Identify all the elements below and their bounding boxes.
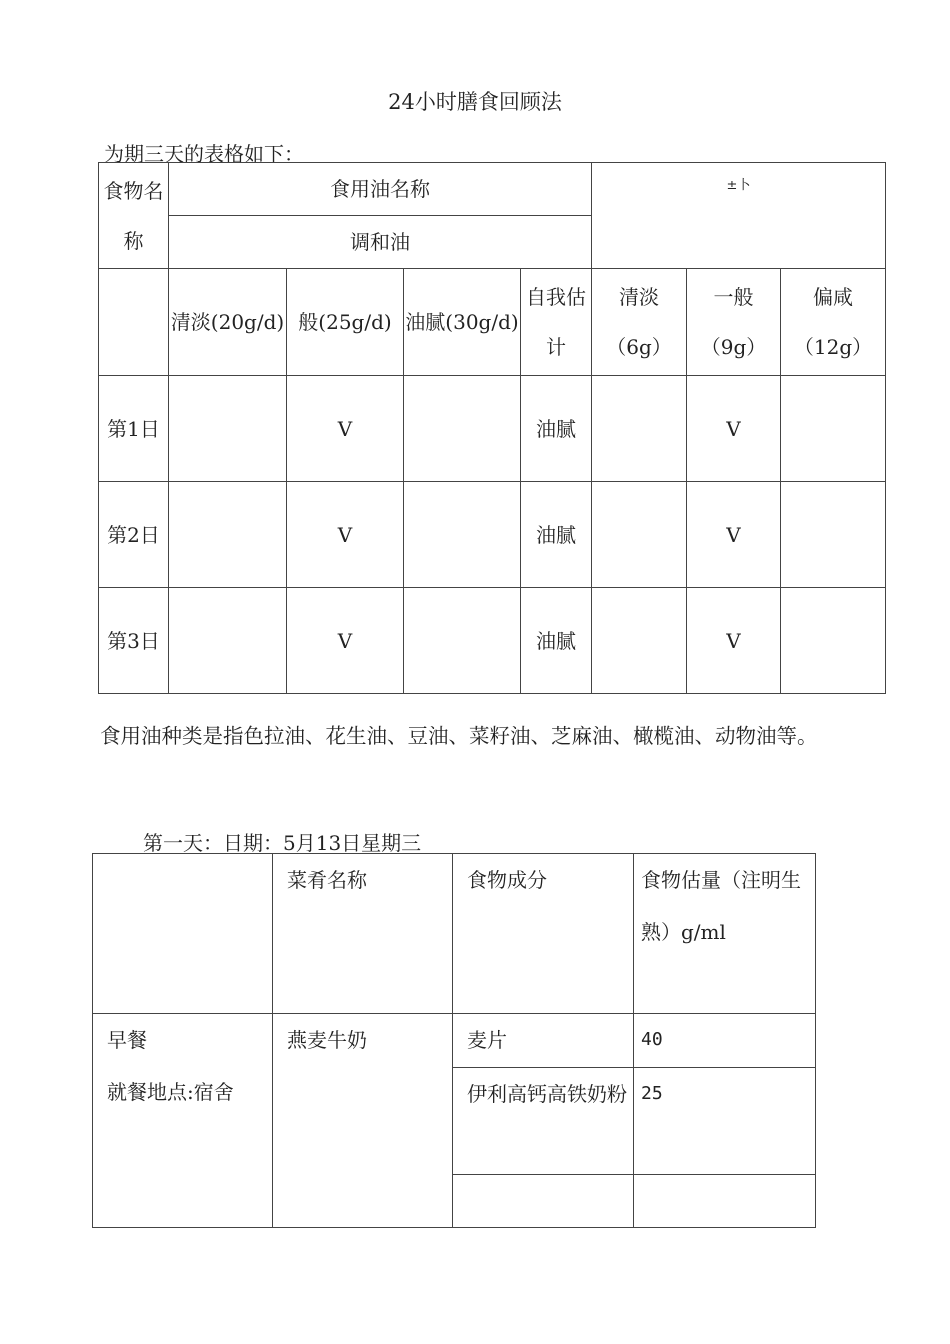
header-empty-cell [93,854,273,1014]
column-header: 食物成分 [453,854,634,1014]
header-empty-cell [99,269,169,376]
table-cell: V [287,482,404,588]
meal-cell [93,1014,273,1228]
food-name-label-cell: 食物名称 [99,163,169,269]
amount-cell [634,1175,816,1228]
amount-cell: 40 [634,1014,816,1068]
table-cell: V [687,482,781,588]
oil-salt-table [98,162,886,694]
day-label: 第3日 [99,588,169,694]
table-cell: 油腻 [521,376,592,482]
salt-label-cell: ±卜 [592,163,886,269]
table-row [99,588,886,694]
table-row [99,376,886,482]
table-cell: V [287,588,404,694]
table-cell [592,376,687,482]
meal-location: 就餐地点:宿舍 [107,1080,234,1104]
day-label: 第2日 [99,482,169,588]
table-cell [781,482,886,588]
table-cell [592,588,687,694]
table-cell [781,376,886,482]
table-cell [404,482,521,588]
ingredient-cell: 伊利高钙高铁奶粉 [453,1068,634,1175]
table-row [99,482,886,588]
meal-name: 早餐 [107,1028,147,1052]
table-cell [169,376,287,482]
column-header: 清淡(20g/d) [169,269,287,376]
table-cell: V [287,376,404,482]
table-cell: V [687,588,781,694]
table-cell [404,376,521,482]
intro-text: 为期三天的表格如下： [104,142,304,166]
oil-name-label-cell: 食用油名称 [169,163,592,216]
day-label: 第1日 [99,376,169,482]
column-header: 一般（9g） [687,269,781,376]
column-header: 清淡（6g） [592,269,687,376]
table-cell: V [687,376,781,482]
ingredient-cell: 麦片 [453,1014,634,1068]
dish-cell: 燕麦牛奶 [273,1014,453,1228]
table-cell [169,588,287,694]
oil-name-value-cell: 调和油 [169,216,592,269]
day-one-meal-table [92,853,816,1228]
oil-types-note: 食用油种类是指色拉油、花生油、豆油、菜籽油、芝麻油、橄榄油、动物油等。 [100,724,818,748]
page-title: 24小时膳食回顾法 [388,90,562,114]
day-one-heading: 第一天：日期：5月13日星期三 [143,831,422,855]
column-header: 食物估量（注明生熟）g/ml [634,854,816,1014]
column-header: 菜肴名称 [273,854,453,1014]
table-cell [404,588,521,694]
column-header: 偏咸（12g） [781,269,886,376]
ingredient-cell [453,1175,634,1228]
table-cell [169,482,287,588]
table-row [93,1014,816,1068]
column-header: 自我估计 [521,269,592,376]
table-cell: 油腻 [521,588,592,694]
table-cell: 油腻 [521,482,592,588]
amount-cell: 25 [634,1068,816,1175]
table-cell [781,588,886,694]
column-header: 油腻(30g/d) [404,269,521,376]
table-cell [592,482,687,588]
column-header: 般(25g/d) [287,269,404,376]
